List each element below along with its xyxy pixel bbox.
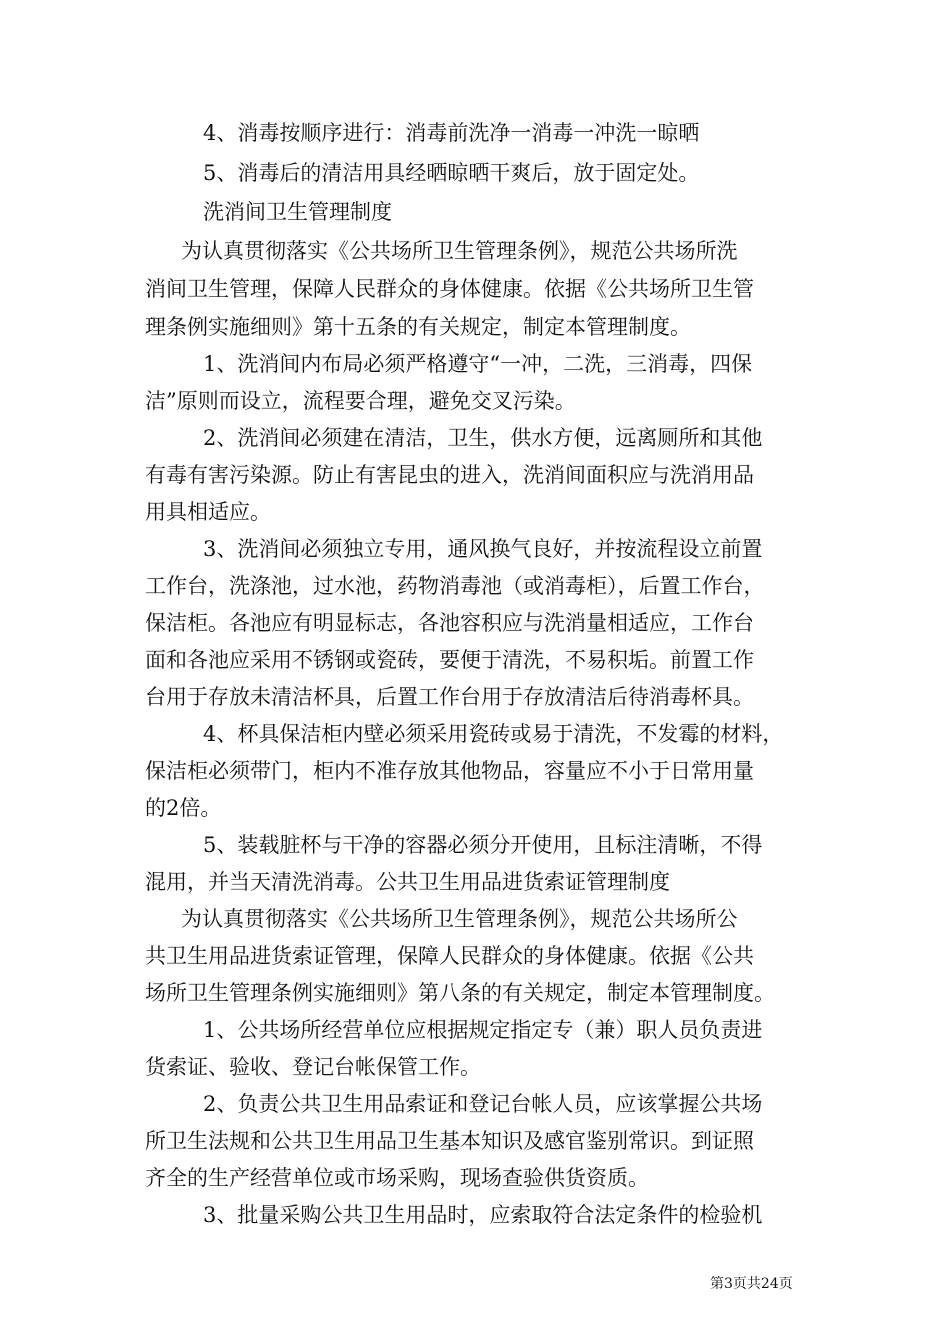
text-line: 所卫生法规和公共卫生用品卫生基本知识及感官鉴别常识。到证照	[145, 1129, 754, 1153]
text-line: 5、消毒后的清洁用具经晒晾晒干爽后，放于固定处。	[203, 161, 700, 185]
text-line: 理条例实施细则》第十五条的有关规定，制定本管理制度。	[145, 315, 691, 339]
text-line: 保洁柜必须带门，柜内不准存放其他物品，容量应不小于日常用量	[145, 759, 754, 783]
text-line: 5、装载脏杯与干净的容器必须分开使用，且标注清晰，不得	[203, 833, 763, 857]
text-line: 的2倍。	[145, 796, 222, 820]
text-line: 场所卫生管理条例实施细则》第八条的有关规定，制定本管理制度。	[145, 981, 775, 1005]
text-line: 齐全的生产经营单位或市场采购，现场查验供货资质。	[145, 1166, 649, 1190]
text-line: 台用于存放未清洁杯具，后置工作台用于存放清洁后待消毒杯具。	[145, 685, 754, 709]
text-line: 保洁柜。各池应有明显标志，各池容积应与洗消量相适应，工作台	[145, 611, 754, 635]
text-line: 2、负责公共卫生用品索证和登记台帐人员，应该掌握公共场	[203, 1092, 763, 1116]
text-line: 1、公共场所经营单位应根据规定指定专（兼）职人员负责进	[203, 1018, 763, 1042]
page-number: 第3页共24页	[710, 1276, 793, 1292]
text-line: 消间卫生管理，保障人民群众的身体健康。依据《公共场所卫生管	[145, 277, 754, 301]
text-line: 3、洗消间必须独立专用，通风换气良好，并按流程设立前置	[203, 537, 763, 561]
text-line: 混用，并当天清洗消毒。公共卫生用品进货索证管理制度	[145, 870, 670, 894]
text-line: 1、洗消间内布局必须严格遵守“一冲，二洗，三消毒，四保	[203, 352, 753, 376]
text-line: 有毒有害污染源。防止有害昆虫的进入，洗消间面积应与洗消用品	[145, 463, 754, 487]
text-line: 为认真贯彻落实《公共场所卫生管理条例》，规范公共场所洗	[181, 239, 738, 263]
text-line: 用具相适应。	[145, 500, 271, 524]
text-line: 为认真贯彻落实《公共场所卫生管理条例》，规范公共场所公	[181, 907, 738, 931]
text-line: 共卫生用品进货索证管理，保障人民群众的身体健康。依据《公共	[145, 944, 754, 968]
text-line: 货索证、验收、登记台帐保管工作。	[145, 1055, 481, 1079]
text-line: 4、杯具保洁柜内壁必须采用瓷砖或易于清洗，不发霉的材料，	[203, 722, 784, 746]
text-line: 4、消毒按顺序进行：消毒前洗净一消毒一冲洗一晾晒	[203, 121, 700, 145]
text-line: 面和各池应采用不锈钢或瓷砖，要便于清洗，不易积垢。前置工作	[145, 648, 754, 672]
text-line: 2、洗消间必须建在清洁，卫生，供水方便，远离厕所和其他	[203, 426, 763, 450]
section-heading: 洗消间卫生管理制度	[203, 200, 392, 224]
text-line: 工作台，洗涤池，过水池，药物消毒池（或消毒柜），后置工作台，	[145, 574, 765, 598]
text-line: 洁”原则而设立，流程要合理，避免交叉污染。	[145, 389, 576, 413]
text-line: 3、批量采购公共卫生用品时，应索取符合法定条件的检验机	[203, 1203, 763, 1227]
